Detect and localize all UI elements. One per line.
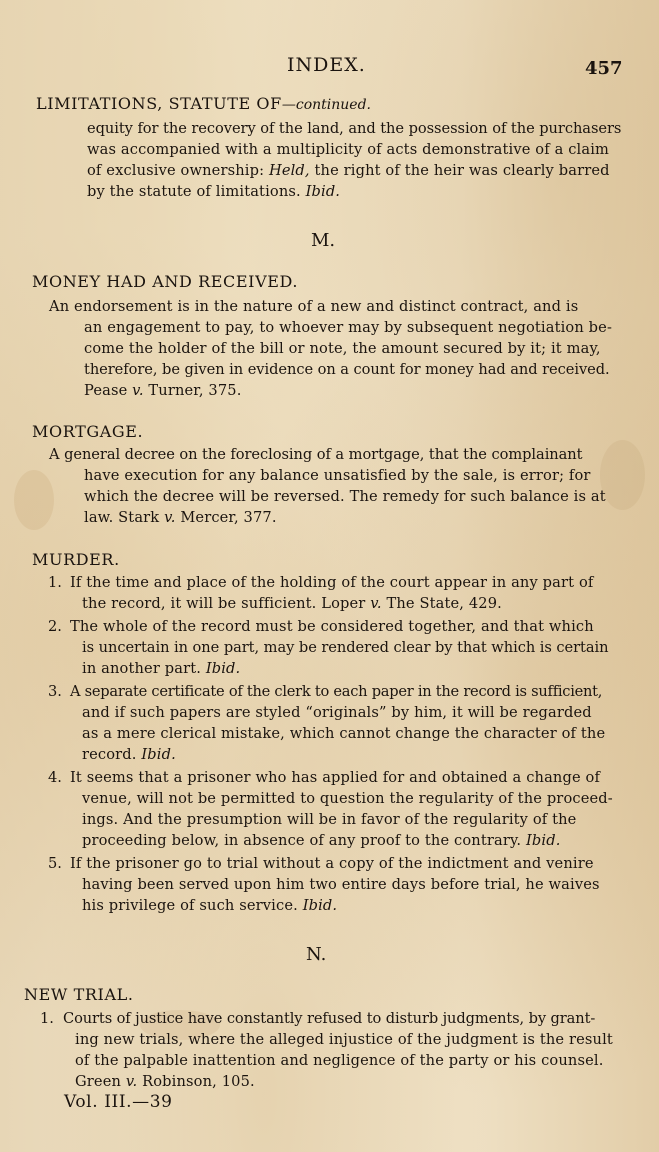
text-line: come the holder of the bill or note, the amount secured by it; it may, xyxy=(84,340,601,357)
held-term: Held, xyxy=(268,162,310,179)
text-line: an engagement to pay, to whoever may by subsequent negotiation be- xyxy=(84,319,613,336)
citation-line: Green v. Robinson, 105. xyxy=(75,1073,255,1090)
running-header xyxy=(0,54,659,80)
entry-heading-new-trial: NEW TRIAL. xyxy=(24,985,134,1004)
text-line: therefore, be given in evidence on a count for money had and received. xyxy=(84,361,610,378)
text-line: and if such papers are styled “originals” by him, it will be regarded xyxy=(82,704,592,721)
text-line: in another part. Ibid. xyxy=(82,660,241,677)
page-title: INDEX. xyxy=(287,54,366,76)
page-number: 457 xyxy=(585,58,623,79)
item-number: 4. xyxy=(48,769,62,786)
text-line: of the palpable inattention and negligence of the party or his counsel. xyxy=(75,1052,604,1069)
continued-label: —continued. xyxy=(281,97,371,113)
text-line: by the statute of limitations. Ibid. xyxy=(87,183,341,200)
entry-heading-limitations xyxy=(36,94,371,113)
text-line: If the prisoner go to trial without a copy of the indictment and venire xyxy=(70,855,594,872)
text-line: venue, will not be permitted to question the regularity of the proceed- xyxy=(82,790,613,807)
text-line: have execution for any balance unsatisfied by the sale, is error; for xyxy=(84,467,591,484)
item-number: 3. xyxy=(48,683,62,700)
text-line: equity for the recovery of the land, and the possession of the purchasers xyxy=(87,120,622,137)
text-line: A general decree on the foreclosing of a mortgage, that the complainant xyxy=(49,446,583,463)
text-line: An endorsement is in the nature of a new and distinct contract, and is xyxy=(49,298,579,315)
text-line: having been served upon him two entire days before trial, he waives xyxy=(82,876,600,893)
text-line: A separate certificate of the clerk to each paper in the record is sufficient, xyxy=(70,683,603,700)
entry-heading-mortgage: MORTGAGE. xyxy=(32,422,144,441)
citation-line: law. Stark v. Mercer, 377. xyxy=(84,509,277,526)
text-line: was accompanied with a multiplicity of acts demonstrative of a claim xyxy=(87,141,610,158)
text-line: his privilege of such service. Ibid. xyxy=(82,897,338,914)
section-letter-m: M. xyxy=(311,230,336,251)
text-line: If the time and place of the holding of the court appear in any part of xyxy=(70,574,594,591)
item-number: 5. xyxy=(48,855,62,872)
text-line: proceeding below, in absence of any proof to the contrary. Ibid. xyxy=(82,832,561,849)
volume-signature: Vol. III.—39 xyxy=(64,1092,173,1112)
text-line: The whole of the record must be considered together, and that which xyxy=(70,618,594,635)
entry-heading-murder: MURDER. xyxy=(32,550,120,569)
text-line: as a mere clerical mistake, which cannot change the character of the xyxy=(82,725,606,742)
text-line: which the decree will be reversed. The remedy for such balance is at xyxy=(84,488,606,505)
entry-heading-money: MONEY HAD AND RECEIVED. xyxy=(32,272,299,291)
paper-stain xyxy=(14,470,54,530)
citation-line: the record, it will be sufficient. Loper v. The State, 429. xyxy=(82,595,502,612)
item-number: 1. xyxy=(40,1010,54,1027)
text-line: Courts of justice have constantly refused to disturb judgments, by grant- xyxy=(63,1010,596,1027)
heading-text: LIMITATIONS, STATUTE OF xyxy=(36,94,282,113)
ibid-citation: Ibid. xyxy=(305,183,341,200)
item-number: 1. xyxy=(48,574,62,591)
text-line: ing new trials, where the alleged injustice of the judgment is the result xyxy=(75,1031,613,1048)
paper-stain xyxy=(600,440,645,510)
text-line: It seems that a prisoner who has applied for and obtained a change of xyxy=(70,769,601,786)
text-line: is uncertain in one part, may be rendered clear by that which is certain xyxy=(82,639,609,656)
item-number: 2. xyxy=(48,618,62,635)
text-line: of exclusive ownership: Held, the right of the heir was clearly barred xyxy=(87,162,610,179)
text-line: record. Ibid. xyxy=(82,746,176,763)
citation-line: Pease v. Turner, 375. xyxy=(84,382,242,399)
section-letter-n: N. xyxy=(306,944,327,965)
text-line: ings. And the presumption will be in favor of the regularity of the xyxy=(82,811,577,828)
